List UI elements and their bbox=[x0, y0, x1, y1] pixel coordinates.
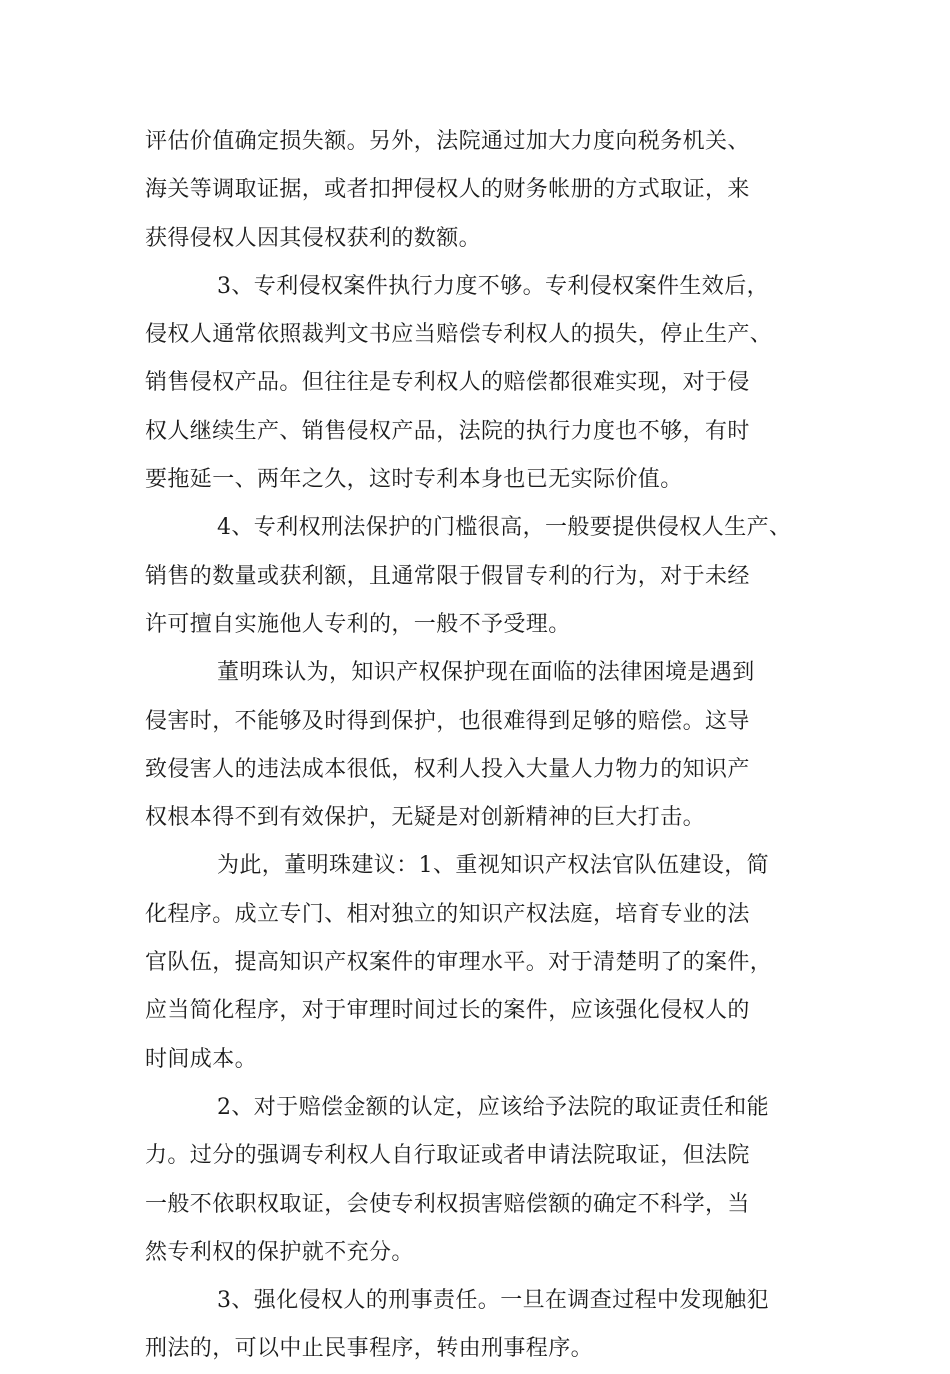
text-line: 获得侵权人因其侵权获利的数额。 bbox=[145, 225, 482, 251]
text-line: 侵权人通常依照裁判文书应当赔偿专利权人的损失，停止生产、 bbox=[145, 322, 773, 348]
text-line: 3、专利侵权案件执行力度不够。专利侵权案件生效后， bbox=[217, 273, 769, 299]
text-line: 致侵害人的违法成本很低，权利人投入大量人力物力的知识产 bbox=[145, 756, 750, 782]
text-line: 董明珠认为，知识产权保护现在面临的法律困境是遇到 bbox=[217, 660, 755, 686]
text-line: 刑法的，可以中止民事程序，转由刑事程序。 bbox=[145, 1336, 594, 1362]
text-line: 应当简化程序，对于审理时间过长的案件，应该强化侵权人的 bbox=[145, 998, 750, 1024]
text-line: 3、强化侵权人的刑事责任。一旦在调查过程中发现触犯 bbox=[217, 1288, 769, 1314]
text-line: 化程序。成立专门、相对独立的知识产权法庭，培育专业的法 bbox=[145, 901, 750, 927]
paragraph bbox=[145, 842, 810, 1083]
text-line: 一般不依职权取证，会使专利权损害赔偿额的确定不科学，当 bbox=[145, 1191, 750, 1217]
text-line: 许可擅自实施他人专利的，一般不予受理。 bbox=[145, 611, 571, 637]
paragraph bbox=[145, 1084, 810, 1277]
paragraph bbox=[145, 504, 810, 649]
text-line: 销售侵权产品。但往往是专利权人的赔偿都很难实现，对于侵 bbox=[145, 370, 750, 396]
text-line: 海关等调取证据，或者扣押侵权人的财务帐册的方式取证，来 bbox=[145, 177, 750, 203]
text-line: 侵害时，不能够及时得到保护，也很难得到足够的赔偿。这导 bbox=[145, 708, 750, 734]
text-line: 销售的数量或获利额，且通常限于假冒专利的行为，对于未经 bbox=[145, 563, 750, 589]
text-line: 权根本得不到有效保护，无疑是对创新精神的巨大打击。 bbox=[145, 805, 706, 831]
text-line: 2、对于赔偿金额的认定，应该给予法院的取证责任和能 bbox=[217, 1094, 769, 1120]
text-line: 评估价值确定损失额。另外，法院通过加大力度向税务机关、 bbox=[145, 129, 750, 154]
text-line: 为此，董明珠建议：1、重视知识产权法官队伍建设，简 bbox=[217, 853, 769, 879]
text-line: 4、专利权刑法保护的门槛很高，一般要提供侵权人生产、 bbox=[217, 515, 792, 541]
text-line: 力。过分的强调专利权人自行取证或者申请法院取证，但法院 bbox=[145, 1143, 750, 1169]
text-line: 要拖延一、两年之久，这时专利本身也已无实际价值。 bbox=[145, 467, 683, 493]
text-line: 权人继续生产、销售侵权产品，法院的执行力度也不够，有时 bbox=[145, 418, 750, 444]
document-body bbox=[145, 118, 810, 1374]
text-line: 官队伍，提高知识产权案件的审理水平。对于清楚明了的案件， bbox=[145, 950, 773, 976]
paragraph bbox=[145, 649, 810, 842]
paragraph bbox=[145, 118, 810, 263]
paragraph bbox=[145, 263, 810, 504]
paragraph bbox=[145, 1277, 810, 1374]
text-line: 然专利权的保护就不充分。 bbox=[145, 1239, 414, 1265]
text-line: 时间成本。 bbox=[145, 1046, 258, 1072]
